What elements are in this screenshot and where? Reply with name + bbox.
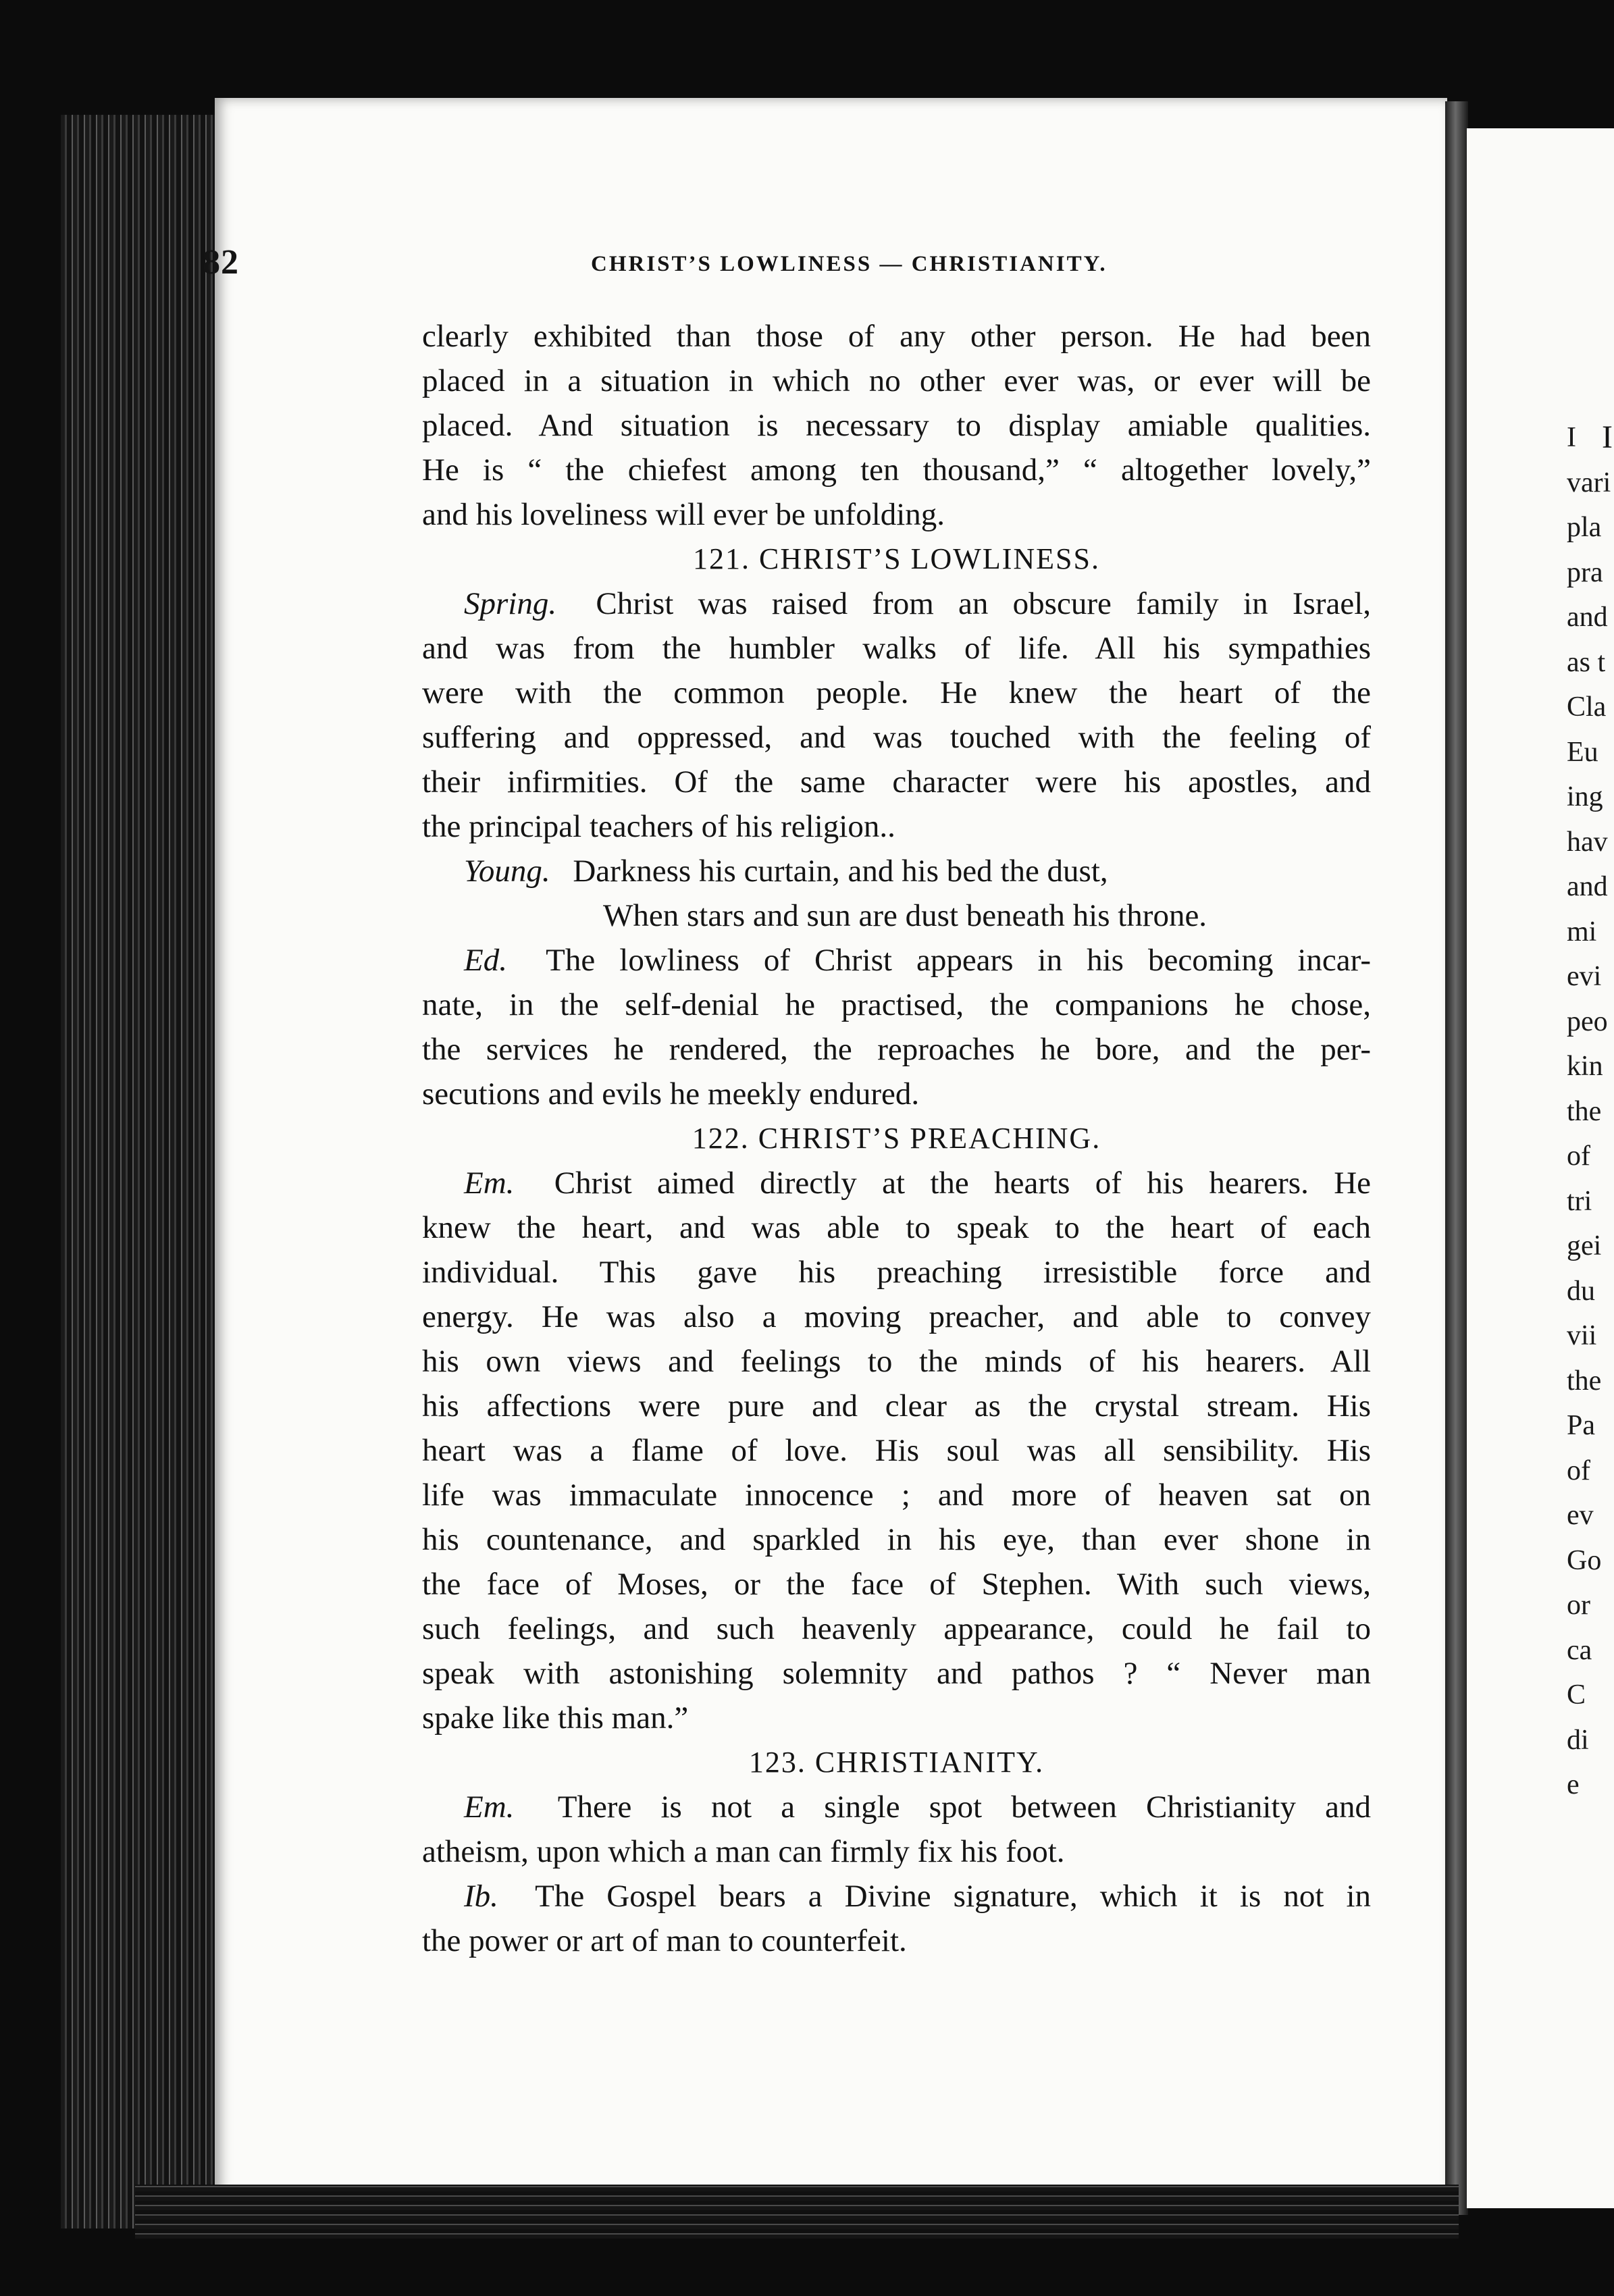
- facing-line-fragment: or: [1567, 1590, 1590, 1621]
- text-line: [422, 1562, 1371, 1607]
- text-line: [422, 1785, 1371, 1829]
- young-speaker: Young.: [464, 854, 550, 889]
- young-verse-line-2: When stars and sun are dust beneath his throne.: [603, 898, 1207, 933]
- facing-page: [1467, 128, 1614, 2208]
- page-body: [422, 314, 1371, 1963]
- text-line: [422, 1517, 1371, 1562]
- facing-line-fragment: evi: [1567, 961, 1602, 992]
- line-text: the face of Moses, or the face of Stephen. With such views,: [422, 1567, 1371, 1602]
- line-text: energy. He was also a moving preacher, and able to convey: [422, 1299, 1371, 1334]
- section-121-heading: 121. CHRIST’S LOWLINESS.: [693, 542, 1100, 575]
- line-text: secutions and evils he meekly endured.: [422, 1076, 920, 1112]
- facing-line-fragment: of: [1567, 1141, 1590, 1172]
- intro-paragraph: [422, 314, 1371, 537]
- running-title: CHRIST’S LOWLINESS — CHRISTIANITY.: [591, 252, 1108, 276]
- facing-line-fragment: the: [1567, 1095, 1602, 1127]
- facing-line-fragment: I: [1567, 422, 1576, 453]
- facing-line-fragment: peo: [1567, 1006, 1608, 1037]
- text-line: [422, 1651, 1371, 1696]
- line-text: his countenance, and sparkled in his eye, than ever shone in: [422, 1522, 1371, 1557]
- line-text: speak with astonishing solemnity and pathos ? “ Never man: [422, 1656, 1371, 1691]
- text-line: [422, 1384, 1371, 1428]
- line-text: nate, in the self-denial he practised, the companions he chose,: [422, 987, 1371, 1022]
- facing-line-fragment: hav: [1567, 826, 1608, 858]
- facing-line-fragment: pla: [1567, 512, 1602, 543]
- line-text: individual. This gave his preaching irresistible force and: [422, 1255, 1371, 1290]
- text-line: [422, 1295, 1371, 1339]
- line-text: heart was a flame of love. His soul was all sensibility. His: [422, 1433, 1371, 1468]
- text-line: [422, 1339, 1371, 1384]
- facing-line-fragment: di: [1567, 1724, 1589, 1756]
- text-line: [422, 1874, 1371, 1919]
- book-bottom-edge: [135, 2185, 1459, 2239]
- facing-line-fragment: pra: [1567, 556, 1603, 588]
- line-text: suffering and oppressed, and was touched with the feeling of: [422, 720, 1371, 755]
- line-text: and was from the humbler walks of life. All his sympathies: [422, 631, 1371, 666]
- line-text: atheism, upon which a man can firmly fix his foot.: [422, 1834, 1065, 1869]
- line-text: his own views and feelings to the minds of his hearers. All: [422, 1344, 1371, 1379]
- facing-line-fragment: ev: [1567, 1500, 1594, 1531]
- line-text: knew the heart, and was able to speak to the heart of each: [422, 1210, 1371, 1245]
- facing-line-fragment: tri: [1567, 1185, 1592, 1217]
- text-line: [422, 1027, 1371, 1072]
- text-line: [422, 1072, 1371, 1116]
- text-line: [422, 1829, 1371, 1874]
- line-text: their infirmities. Of the same character were his apostles, and: [422, 764, 1371, 800]
- facing-page-text: [1567, 415, 1611, 1808]
- text-line: [422, 1696, 1371, 1740]
- facing-line-fragment: du: [1567, 1275, 1595, 1307]
- text-line: clearly exhibited than those of any other person. He had been: [422, 319, 1371, 354]
- facing-line-fragment: Go: [1567, 1544, 1602, 1576]
- ib-paragraph: [422, 1874, 1371, 1963]
- spring-paragraph: [422, 581, 1371, 849]
- facing-line-fragment: Eu: [1567, 736, 1598, 768]
- facing-line-fragment: and: [1567, 871, 1608, 902]
- line-text: the services he rendered, the reproaches he bore, and the per-: [422, 1032, 1371, 1067]
- section-122-heading: 122. CHRIST’S PREACHING.: [692, 1122, 1101, 1155]
- text-line: [422, 760, 1371, 804]
- text-line: [422, 1919, 1371, 1963]
- speaker-attribution: Spring.: [464, 586, 557, 621]
- line-text: such feelings, and such heavenly appearance, could he fail to: [422, 1611, 1371, 1646]
- line-text: his affections were pure and clear as the crystal stream. His: [422, 1388, 1371, 1424]
- em-christianity-paragraph: [422, 1785, 1371, 1874]
- book-binding-edge: [61, 115, 223, 2228]
- line-text: the principal teachers of his religion..: [422, 809, 895, 844]
- line-text: The Gospel bears a Divine signature, which it is not in: [535, 1879, 1372, 1914]
- speaker-attribution: Em.: [464, 1166, 515, 1201]
- speaker-attribution: Ed.: [464, 943, 507, 978]
- facing-page-top-mark: I: [1602, 419, 1613, 455]
- line-text: Christ aimed directly at the hearts of his hearers. He: [554, 1166, 1371, 1201]
- text-line: placed in a situation in which no other ever was, or ever will be: [422, 363, 1371, 398]
- facing-line-fragment: gei: [1567, 1230, 1602, 1261]
- text-line: [422, 626, 1371, 671]
- text-line: [422, 938, 1371, 983]
- text-line: placed. And situation is necessary to display amiable qualities.: [422, 408, 1371, 443]
- text-line: [422, 1607, 1371, 1651]
- page-number: 82: [203, 243, 239, 282]
- facing-line-fragment: and: [1567, 602, 1608, 633]
- facing-line-fragment: Cla: [1567, 692, 1607, 723]
- verse-text: Darkness his curtain, and his bed the dust,: [573, 854, 1108, 889]
- text-line: [422, 1428, 1371, 1473]
- text-line: [422, 715, 1371, 760]
- facing-line-fragment: C: [1567, 1679, 1586, 1711]
- ed-paragraph: [422, 938, 1371, 1116]
- facing-line-fragment: of: [1567, 1455, 1590, 1486]
- text-line: [422, 671, 1371, 715]
- facing-line-fragment: Pa: [1567, 1410, 1595, 1441]
- text-line: He is “ the chiefest among ten thousand,” “ altogether lovely,”: [422, 452, 1371, 488]
- line-text: There is not a single spot between Christianity and: [557, 1790, 1371, 1825]
- text-line: and his loveliness will ever be unfolding.: [422, 497, 945, 532]
- text-line: [422, 1205, 1371, 1250]
- em-preaching-paragraph: [422, 1161, 1371, 1740]
- line-text: were with the common people. He knew the heart of the: [422, 675, 1371, 710]
- section-123-heading: 123. CHRISTIANITY.: [748, 1746, 1045, 1779]
- text-line: [422, 581, 1371, 626]
- speaker-attribution: Em.: [464, 1790, 515, 1825]
- line-text: The lowliness of Christ appears in his becoming incar-: [546, 943, 1371, 978]
- line-text: life was immaculate innocence ; and more of heaven sat on: [422, 1478, 1371, 1513]
- facing-line-fragment: kin: [1567, 1051, 1603, 1082]
- facing-line-fragment: vii: [1567, 1320, 1597, 1351]
- facing-line-fragment: ing: [1567, 781, 1603, 812]
- speaker-attribution: Ib.: [464, 1879, 498, 1914]
- facing-line-fragment: as t: [1567, 646, 1606, 678]
- facing-line-fragment: ca: [1567, 1634, 1592, 1666]
- text-line: [422, 804, 1371, 849]
- facing-line-fragment: mi: [1567, 916, 1597, 947]
- text-line: [422, 1161, 1371, 1205]
- line-text: spake like this man.”: [422, 1700, 689, 1736]
- facing-line-fragment: e: [1567, 1769, 1580, 1800]
- facing-line-fragment: vari: [1567, 467, 1611, 498]
- text-line: [422, 983, 1371, 1027]
- line-text: the power or art of man to counterfeit.: [422, 1923, 907, 1958]
- text-line: [422, 1250, 1371, 1295]
- line-text: Christ was raised from an obscure family in Israel,: [596, 586, 1372, 621]
- young-verse-line-1: [422, 849, 1371, 893]
- facing-line-fragment: the: [1567, 1365, 1602, 1397]
- page-gutter: [1445, 101, 1468, 2215]
- text-line: [422, 1473, 1371, 1517]
